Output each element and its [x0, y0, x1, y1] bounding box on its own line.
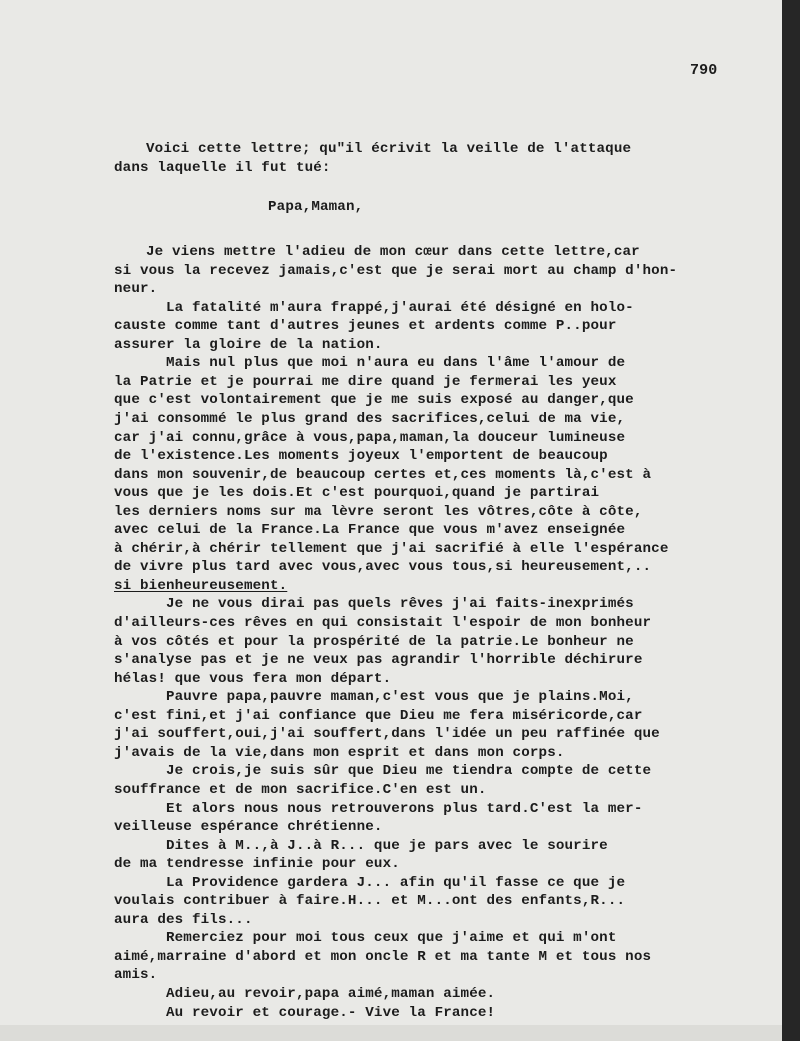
letter-line: s'analyse pas et je ne veux pas agrandir l'horrible déchirure [114, 652, 643, 669]
letter-line: à chérir,à chérir tellement que j'ai sacrifié à elle l'espérance [114, 540, 669, 557]
letter-line: hélas! que vous fera mon départ. [114, 670, 392, 687]
letter-line: Adieu,au revoir,papa aimé,maman aimée. [114, 986, 496, 1002]
letter-line: vous que je les dois.Et c'est pourquoi,quand je partirai [114, 485, 600, 502]
letter-line: amis. [114, 967, 158, 984]
letter-line: aimé,marraine d'abord et mon oncle R et ma tante M et tous nos [114, 948, 652, 965]
letter-line: Pauvre papa,pauvre maman,c'est vous que je plains.Moi, [114, 689, 634, 706]
intro-line: dans laquelle il fut tué: [114, 160, 331, 176]
letter-line: c'est fini,et j'ai confiance que Dieu me fera miséricorde,car [114, 707, 643, 724]
letter-line: Je ne vous dirai pas quels rêves j'ai faits-inexprimés [114, 596, 634, 613]
letter-line: veilleuse espérance chrétienne. [114, 819, 383, 836]
scan-edge-bottom [0, 1025, 782, 1041]
letter-line: j'ai souffert,oui,j'ai souffert,dans l'idée un peu raffinée que [114, 726, 660, 743]
scan-edge-right [782, 0, 800, 1041]
letter-line: dans mon souvenir,de beaucoup certes et,ces moments là,c'est à [114, 466, 652, 483]
letter-line: Je crois,je suis sûr que Dieu me tiendra compte de cette [114, 763, 652, 780]
intro-line: Voici cette lettre; qu"il écrivit la veille de l'attaque [146, 141, 632, 157]
letter-line: d'ailleurs-ces rêves en qui consistait l'espoir de mon bonheur [114, 615, 652, 631]
letter-line: neur. [114, 281, 158, 298]
letter-line: La Providence gardera J... afin qu'il fasse ce que je [114, 874, 626, 891]
letter-line: avec celui de la France.La France que vous m'avez enseignée [114, 522, 626, 539]
letter-line: de ma tendresse infinie pour eux. [114, 856, 400, 873]
letter-line: voulais contribuer à faire.H... et M...ont des enfants,R... [114, 893, 626, 910]
letter-line: souffrance et de mon sacrifice.C'en est un. [114, 781, 487, 798]
page-number: 790 [690, 62, 718, 79]
letter-line: si vous la recevez jamais,c'est que je serai mort au champ d'hon- [114, 262, 678, 279]
letter-line: assurer la gloire de la nation. [114, 336, 383, 353]
letter-line: que c'est volontairement que je me suis exposé au danger,que [114, 392, 634, 409]
letter-line: Mais nul plus que moi n'aura eu dans l'âme l'amour de [114, 355, 626, 372]
letter-line: causte comme tant d'autres jeunes et ardents comme P..pour [114, 318, 617, 335]
letter-line: La fatalité m'aura frappé,j'aurai été désigné en holo- [114, 299, 634, 316]
letter-line: Je viens mettre l'adieu de mon cœur dans cette lettre,car [146, 244, 640, 260]
letter-line: la Patrie et je pourrai me dire quand je fermerai les yeux [114, 373, 617, 390]
letter-line: de l'existence.Les moments joyeux l'emportent de beaucoup [114, 448, 608, 465]
letter-line: de vivre plus tard avec vous,avec vous tous,si heureusement,.. [114, 559, 652, 576]
letter-salutation: Papa,Maman, [268, 199, 364, 215]
letter-line: Et alors nous nous retrouverons plus tard.C'est la mer- [114, 800, 643, 817]
letter-line: à vos côtés et pour la prospérité de la patrie.Le bonheur ne [114, 633, 634, 650]
letter-line: Au revoir et courage.- Vive la France! [114, 1004, 496, 1021]
letter-line: les derniers noms sur ma lèvre seront les vôtres,côte à côte, [114, 503, 643, 520]
letter-line: Dites à M..,à J..à R... que je pars avec le sourire [114, 837, 608, 854]
letter-line: j'avais de la vie,dans mon esprit et dans mon corps. [114, 744, 565, 761]
letter-line: aura des fils... [114, 911, 253, 928]
letter-line: j'ai consommé le plus grand des sacrifices,celui de ma vie, [114, 410, 626, 427]
letter-line: car j'ai connu,grâce à vous,papa,maman,la douceur lumineuse [114, 429, 626, 446]
letter-line: Remerciez pour moi tous ceux que j'aime et qui m'ont [114, 930, 617, 947]
letter-line: si bienheureusement. [114, 577, 288, 594]
